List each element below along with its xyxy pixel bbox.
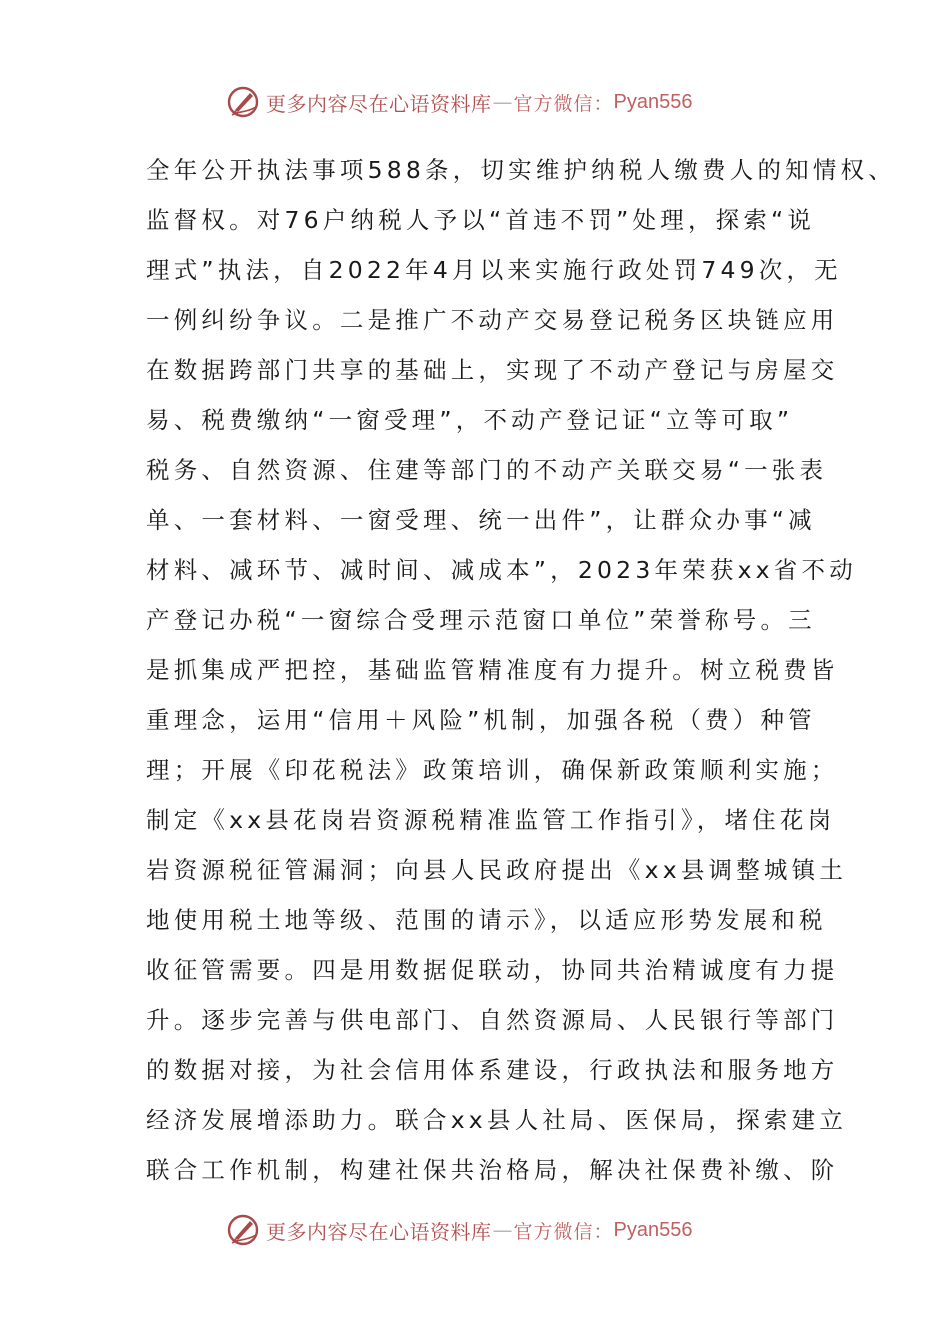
- body-line: 理；开展《印花税法》政策培训，确保新政策顺利实施；: [146, 756, 839, 784]
- body-line: 重理念，运用“信用＋风险”机制，加强各税（费）种管: [146, 706, 816, 734]
- watermark-site-text: 更多内容尽在心语资料库: [266, 91, 492, 116]
- body-line: 岩资源税征管漏洞；向县人民政府提出《xx县调整城镇土: [146, 856, 848, 884]
- watermark-wechat-id: Pyan556: [613, 1218, 693, 1241]
- body-line: 经济发展增添助力。联合xx县人社局、医保局，探索建立: [146, 1106, 848, 1134]
- body-line: 的数据对接，为社会信用体系建设，行政执法和服务地方: [146, 1056, 839, 1084]
- body-line: 一例纠纷争议。二是推广不动产交易登记税务区块链应用: [146, 306, 839, 334]
- body-line: 制定《xx县花岗岩资源税精准监管工作指引》，堵住花岗: [146, 806, 836, 834]
- body-line: 监督权。对76户纳税人予以“首违不罚”处理，探索“说: [146, 206, 816, 234]
- header-watermark: [226, 80, 692, 124]
- body-line: 地使用税土地等级、范围的请示》，以适应形势发展和税: [146, 906, 827, 934]
- watermark-wechat-id: Pyan556: [613, 90, 693, 113]
- body-line: 易、税费缴纳“一窗受理”，不动产登记证“立等可取”: [146, 406, 794, 434]
- watermark-official-label: 官方微信：: [513, 1220, 614, 1243]
- document-body: [146, 145, 896, 1195]
- watermark-site-text: 更多内容尽在心语资料库: [266, 1219, 492, 1244]
- body-line: 理式”执法，自2022年4月以来实施行政处罚749次，无: [146, 256, 842, 284]
- body-line: 在数据跨部门共享的基础上，实现了不动产登记与房屋交: [146, 356, 839, 384]
- body-line: 联合工作机制，构建社保共治格局，解决社保费补缴、阶: [146, 1156, 839, 1184]
- watermark-separator: —: [492, 1218, 513, 1242]
- pen-logo-icon: [226, 1213, 260, 1247]
- body-line: 升。逐步完善与供电部门、自然资源局、人民银行等部门: [146, 1006, 839, 1034]
- body-line: 是抓集成严把控，基础监管精准度有力提升。树立税费皆: [146, 656, 839, 684]
- body-line: 全年公开执法事项588条，切实维护纳税人缴费人的知情权、: [146, 156, 896, 184]
- body-line: 收征管需要。四是用数据促联动，协同共治精诚度有力提: [146, 956, 839, 984]
- body-line: 单、一套材料、一窗受理、统一出件”，让群众办事“减: [146, 506, 816, 534]
- body-line: 材料、减环节、减时间、减成本”，2023年荣获xx省不动: [146, 556, 857, 584]
- footer-watermark: [226, 1208, 692, 1252]
- watermark-official-label: 官方微信：: [513, 92, 614, 115]
- watermark-separator: —: [492, 90, 513, 114]
- pen-logo-icon: [226, 85, 260, 119]
- body-line: 产登记办税“一窗综合受理示范窗口单位”荣誉称号。三: [146, 606, 816, 634]
- body-line: 税务、自然资源、住建等部门的不动产关联交易“一张表: [146, 456, 828, 484]
